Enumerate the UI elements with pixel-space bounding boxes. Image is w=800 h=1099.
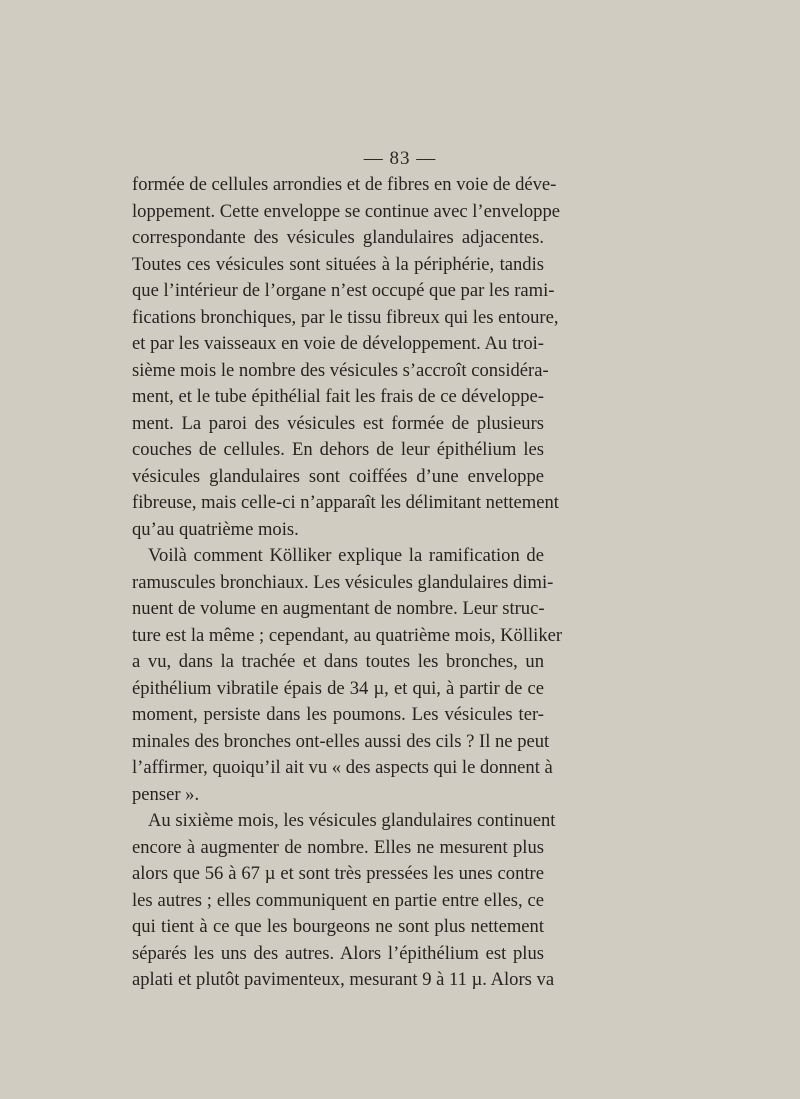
text-line: nuent de volume en augmentant de nombre. Leur struc- xyxy=(132,598,545,619)
paragraph xyxy=(132,808,556,994)
text-line: ture est la même ; cependant, au quatrième mois, Kölliker xyxy=(132,624,563,646)
text-line: que l’intérieur de l’organe n’est occupé que par les rami- xyxy=(132,280,555,301)
text-line: encore à augmenter de nombre. Elles ne mesurent plus xyxy=(132,836,544,858)
text-line: vésicules glandulaires sont coiffées d’une enveloppe xyxy=(132,465,544,487)
text-line: séparés les uns des autres. Alors l’épithélium est plus xyxy=(132,942,544,964)
text-line: épithélium vibratile épais de 34 µ, et qui, à partir de ce xyxy=(132,677,544,699)
text-line: formée de cellules arrondies et de fibres en voie de déve- xyxy=(132,174,557,195)
text-line: sième mois le nombre des vésicules s’accroît considéra- xyxy=(132,359,549,381)
body-text xyxy=(132,172,563,994)
text-line: penser ». xyxy=(132,783,200,805)
text-line: couches de cellules. En dehors de leur épithélium les xyxy=(132,439,544,460)
text-line: qui tient à ce que les bourgeons ne sont plus nettement xyxy=(132,916,544,937)
page-number: — 83 — xyxy=(363,148,437,169)
text-line: Voilà comment Kölliker explique la ramification de xyxy=(148,545,544,566)
text-line: a vu, dans la trachée et dans toutes les bronches, un xyxy=(132,651,544,672)
text-line: correspondante des vésicules glandulaires adjacentes. xyxy=(132,227,544,248)
text-line: fibreuse, mais celle-ci n’apparaît les délimitant nettement xyxy=(132,492,559,513)
paragraph xyxy=(132,543,563,808)
text-line: qu’au quatrième mois. xyxy=(132,518,299,540)
text-line: Toutes ces vésicules sont situées à la périphérie, tandis xyxy=(132,253,544,275)
text-line: minales des bronches ont-elles aussi des cils ? Il ne peut xyxy=(132,730,550,752)
text-line: aplati et plutôt pavimenteux, mesurant 9 à 11 µ. Alors va xyxy=(132,969,555,990)
text-line: fications bronchiques, par le tissu fibreux qui les entoure, xyxy=(132,306,559,328)
text-line: et par les vaisseaux en voie de développement. Au troi- xyxy=(132,333,544,354)
text-line: l’affirmer, quoiqu’il ait vu « des aspects qui le donnent à xyxy=(132,757,553,778)
text-line: les autres ; elles communiquent en partie entre elles, ce xyxy=(132,889,544,911)
text-line: ramuscules bronchiaux. Les vésicules glandulaires dimi- xyxy=(132,571,554,593)
paragraph xyxy=(132,172,561,543)
text-line: ment, et le tube épithélial fait les frais de ce développe- xyxy=(132,386,544,407)
text-line: alors que 56 à 67 µ et sont très pressées les unes contre xyxy=(132,863,544,884)
text-line: moment, persiste dans les poumons. Les vésicules ter- xyxy=(132,704,544,725)
text-line: loppement. Cette enveloppe se continue avec l’enveloppe xyxy=(132,200,561,222)
text-line: Au sixième mois, les vésicules glandulaires continuent xyxy=(148,810,556,831)
text-line: ment. La paroi des vésicules est formée de plusieurs xyxy=(132,412,544,434)
